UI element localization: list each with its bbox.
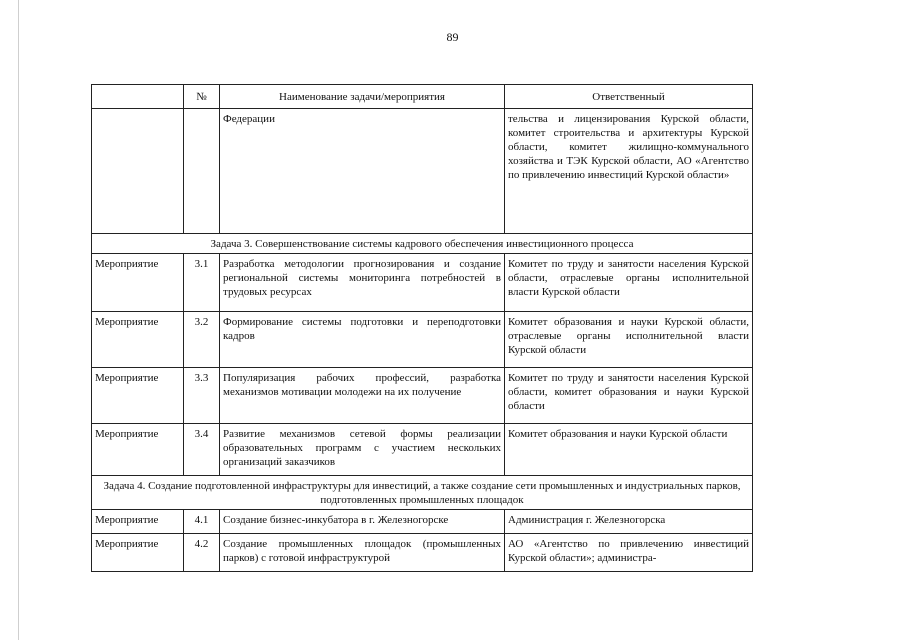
cell-type: Мероприятие — [92, 510, 184, 534]
cell-number — [184, 109, 220, 234]
header-name: Наименование задачи/мероприятия — [220, 85, 505, 109]
cell-name: Создание промышленных площадок (промышленных парков) с готовой инфраструктурой — [220, 534, 505, 572]
cell-responsible: Комитет образования и науки Курской области — [505, 424, 753, 476]
cell-responsible: тельства и лицензирования Курской области, комитет строительства и архитектуры Курской области, комитет жилищно-коммунального хозяйства и ТЭК Курской области, АО «Агентство по привлечению инвестиций Курской области» — [505, 109, 753, 234]
measures-table — [91, 84, 753, 572]
cell-name: Формирование системы подготовки и переподготовки кадров — [220, 312, 505, 368]
task-row — [92, 476, 753, 510]
page-edge-line — [18, 0, 19, 640]
table-row — [92, 534, 753, 572]
header-number: № — [184, 85, 220, 109]
cell-name: Популяризация рабочих профессий, разработка механизмов мотивации молодежи на их получение — [220, 368, 505, 424]
cell-name: Создание бизнес-инкубатора в г. Железногорске — [220, 510, 505, 534]
table-header-row — [92, 85, 753, 109]
cell-responsible: Комитет по труду и занятости населения Курской области, отраслевые органы исполнительной власти Курской области — [505, 254, 753, 312]
cell-number: 3.1 — [184, 254, 220, 312]
cell-type: Мероприятие — [92, 368, 184, 424]
table-row — [92, 368, 753, 424]
table-row — [92, 254, 753, 312]
cell-name: Развитие механизмов сетевой формы реализации образовательных программ с участием нескольких организаций заказчиков — [220, 424, 505, 476]
cell-type: Мероприятие — [92, 424, 184, 476]
task-3-title: Задача 3. Совершенствование системы кадрового обеспечения инвестиционного процесса — [92, 234, 753, 254]
cell-name: Федерации — [220, 109, 505, 234]
task-row — [92, 234, 753, 254]
table-row — [92, 109, 753, 234]
cell-number: 3.4 — [184, 424, 220, 476]
cell-number: 4.1 — [184, 510, 220, 534]
task-4-title: Задача 4. Создание подготовленной инфраструктуры для инвестиций, а также создание сети промышленных и индустриальных парков, подготовленных промышленных площадок — [92, 476, 753, 510]
cell-type: Мероприятие — [92, 254, 184, 312]
table-row — [92, 312, 753, 368]
cell-type: Мероприятие — [92, 534, 184, 572]
cell-number: 3.2 — [184, 312, 220, 368]
cell-number: 3.3 — [184, 368, 220, 424]
cell-number: 4.2 — [184, 534, 220, 572]
cell-responsible: Комитет по труду и занятости населения Курской области, комитет образования и науки Курской области — [505, 368, 753, 424]
cell-type: Мероприятие — [92, 312, 184, 368]
table-row — [92, 510, 753, 534]
cell-responsible: АО «Агентство по привлечению инвестиций Курской области»; администра- — [505, 534, 753, 572]
cell-name: Разработка методологии прогнозирования и создание региональной системы мониторинга потребностей в трудовых ресурсах — [220, 254, 505, 312]
cell-responsible: Администрация г. Железногорска — [505, 510, 753, 534]
header-responsible: Ответственный — [505, 85, 753, 109]
table-row — [92, 424, 753, 476]
cell-responsible: Комитет образования и науки Курской области, отраслевые органы исполнительной власти Курской области — [505, 312, 753, 368]
cell-type — [92, 109, 184, 234]
page-number: 89 — [446, 30, 459, 44]
header-type — [92, 85, 184, 109]
